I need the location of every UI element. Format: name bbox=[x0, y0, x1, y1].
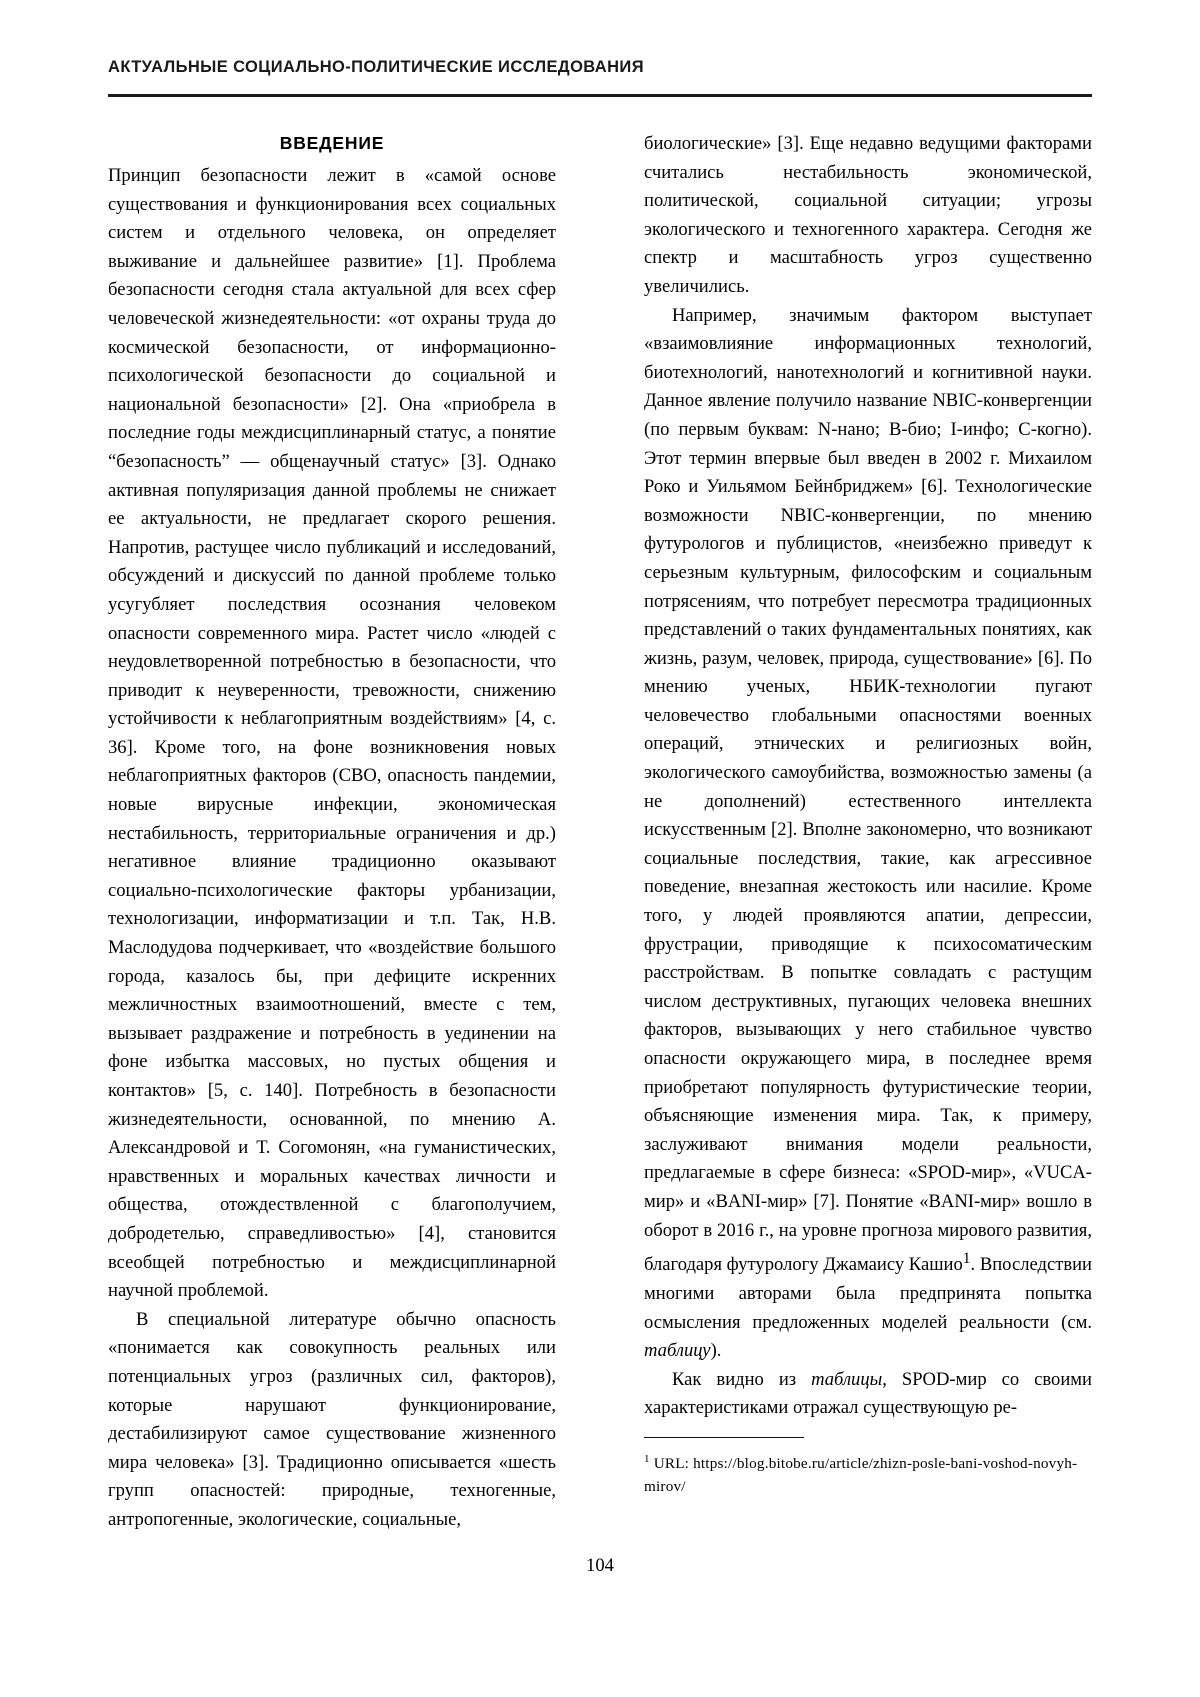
paragraph: Принцип безопасности лежит в «самой основе существования и функционирования всех социальных систем и отдельного человека, он определяет выживание и дальнейшее развитие» [1]. Проблема безопасности сегодня стала актуальной для всех сфер человеческой жизнедеятельности: «от охраны труда до космической безопасности, от информационно-психологической безопасности до социальной и национальной безопасности» [2]. Она «приобрела в последние годы междисциплинарный статус, а понятие “безопасность” — общенаучный статус» [3]. Однако активная популяризация данной проблемы не снижает ее актуальности, не предлагает скорого решения. Напротив, растущее число публикаций и исследований, обсуждений и дискуссий по данной проблеме только усугубляет последствия осознания человеком опасности современного мира. Растет число «людей с неудовлетворенной потребностью в безопасности, что приводит к неуверенности, тревожности, снижению устойчивости к неблагоприятным воздействиям» [4, с. 36]. Кроме того, на фоне возникновения новых неблагоприятных факторов (СВО, опасность пандемии, новые вирусные инфекции, экономическая нестабильность, территориальные ограничения и др.) негативное влияние традиционно оказывают социально-психологические факторы урбанизации, технологизации, информатизации и т.п. Так, Н.В. Маслодудова подчеркивает, что «воздействие большого города, казалось бы, при дефиците искренних межличностных взаимоотношений, вместе с тем, вызывает раздражение и потребность в уединении на фоне избытка массовых, но пустых общения и контактов» [5, с. 140]. Потребность в безопасности жизнедеятельности, основанной, по мнению А. Александровой и Т. Согомонян, «на гуманистических, нравственных и моральных качествах личности и общества, отождествленной с благополучием, добродетелью, справедливостью» [4], становится всеобщей потребностью и междисциплинарной научной проблемой. bbox=[108, 165, 556, 1302]
paragraph-text: Как видно из bbox=[672, 1368, 812, 1390]
page-number: 104 bbox=[586, 1555, 614, 1576]
footnote-reference[interactable]: 1 bbox=[962, 1250, 971, 1268]
table-reference: таблицу bbox=[644, 1340, 711, 1362]
running-head: АКТУАЛЬНЫЕ СОЦИАЛЬНО-ПОЛИТИЧЕСКИЕ ИССЛЕДОВАНИЯ bbox=[108, 58, 644, 76]
paragraph bbox=[644, 1366, 1092, 1423]
paragraph bbox=[644, 302, 1092, 1366]
footnote bbox=[644, 1448, 1092, 1498]
footnote-marker: 1 bbox=[644, 1452, 650, 1465]
paragraph: В специальной литературе обычно опасность «понимается как совокупность реальных или потенциальных угроз (различных сил, факторов), которые нарушают функционирование, дестабилизируют самое существование жизненного мира человека» [3]. Традиционно описывается «шесть групп опасностей: природные, техногенные, антропогенные, экологические, социальные, bbox=[108, 1308, 556, 1530]
right-column bbox=[644, 130, 1092, 1498]
left-column bbox=[108, 130, 556, 1535]
footnote-text[interactable]: URL: https://blog.bitobe.ru/article/zhizn-posle-bani-voshod-novyh-mirov/ bbox=[644, 1454, 1078, 1495]
paragraph-text-end: ). bbox=[710, 1340, 722, 1362]
paragraph-text: , SPOD-мир со своими характеристиками отражал существующую ре- bbox=[644, 1368, 1092, 1419]
two-column-body bbox=[108, 130, 1092, 1530]
footnote-separator bbox=[644, 1437, 804, 1438]
section-heading: ВВЕДЕНИЕ bbox=[279, 133, 385, 153]
paragraph: биологические» [3]. Еще недавно ведущими факторами считались нестабильность экономической, политической, социальной ситуации; угрозы экологического и техногенного характера. Сегодня же спектр и масштабность угроз существенно увеличились. bbox=[644, 133, 1092, 297]
table-reference: таблицы bbox=[811, 1368, 883, 1390]
paragraph-text-tail: . Впоследствии многими авторами была предпринята попытка осмысления предложенных моделей реальности (см. bbox=[644, 1254, 1092, 1333]
header-rule bbox=[108, 94, 1092, 97]
paragraph-text: Например, значимым фактором выступает «взаимовлияние информационных технологий, биотехнологий, нанотехнологий и когнитивной науки. Данное явление получило название NBIC-конвергенции (по первым буквам: N-нано; B-био; I-инфо; C-когно). Этот термин впервые был введен в 2002 г. Михаилом Роко и Уильямом Бейнбриджем» [6]. Технологические возможности NBIC-конвергенции, по мнению футурологов и публицистов, «неизбежно приведут к серьезным культурным, философским и социальным потрясениям, что потребует пересмотра традиционных представлений о таких фундаментальных понятиях, как жизнь, разум, человек, природа, существование» [6]. По мнению ученых, НБИК-технологии пугают человечество глобальными опасностями военных операций, этнических и религиозных войн, экологического самоубийства, возможностью замены (а не дополнений) естественного интеллекта искусственным [2]. Вполне закономерно, что возникают социальные последствия, такие, как агрессивное поведение, внезапная жестокость или насилие. Кроме того, у людей проявляются апатии, депрессии, фрустрации, приводящие к психосоматическим расстройствам. В попытке совладать с растущим числом деструктивных, пугающих человека внешних факторов, вызывающих у него стабильное чувство опасности окружающего мира, в последнее время приобретают популярность футуристические теории, объясняющие изменения мира. Так, к примеру, заслуживают внимания модели реальности, предлагаемые в сфере бизнеса: «SPOD-мир», «VUCA-мир» и «BANI-мир» [7]. Понятие «BANI-мир» вошло в оборот в 2016 г., на уровне прогноза мирового развития, благодаря футурологу Джамаису Кашио bbox=[644, 304, 1092, 1276]
